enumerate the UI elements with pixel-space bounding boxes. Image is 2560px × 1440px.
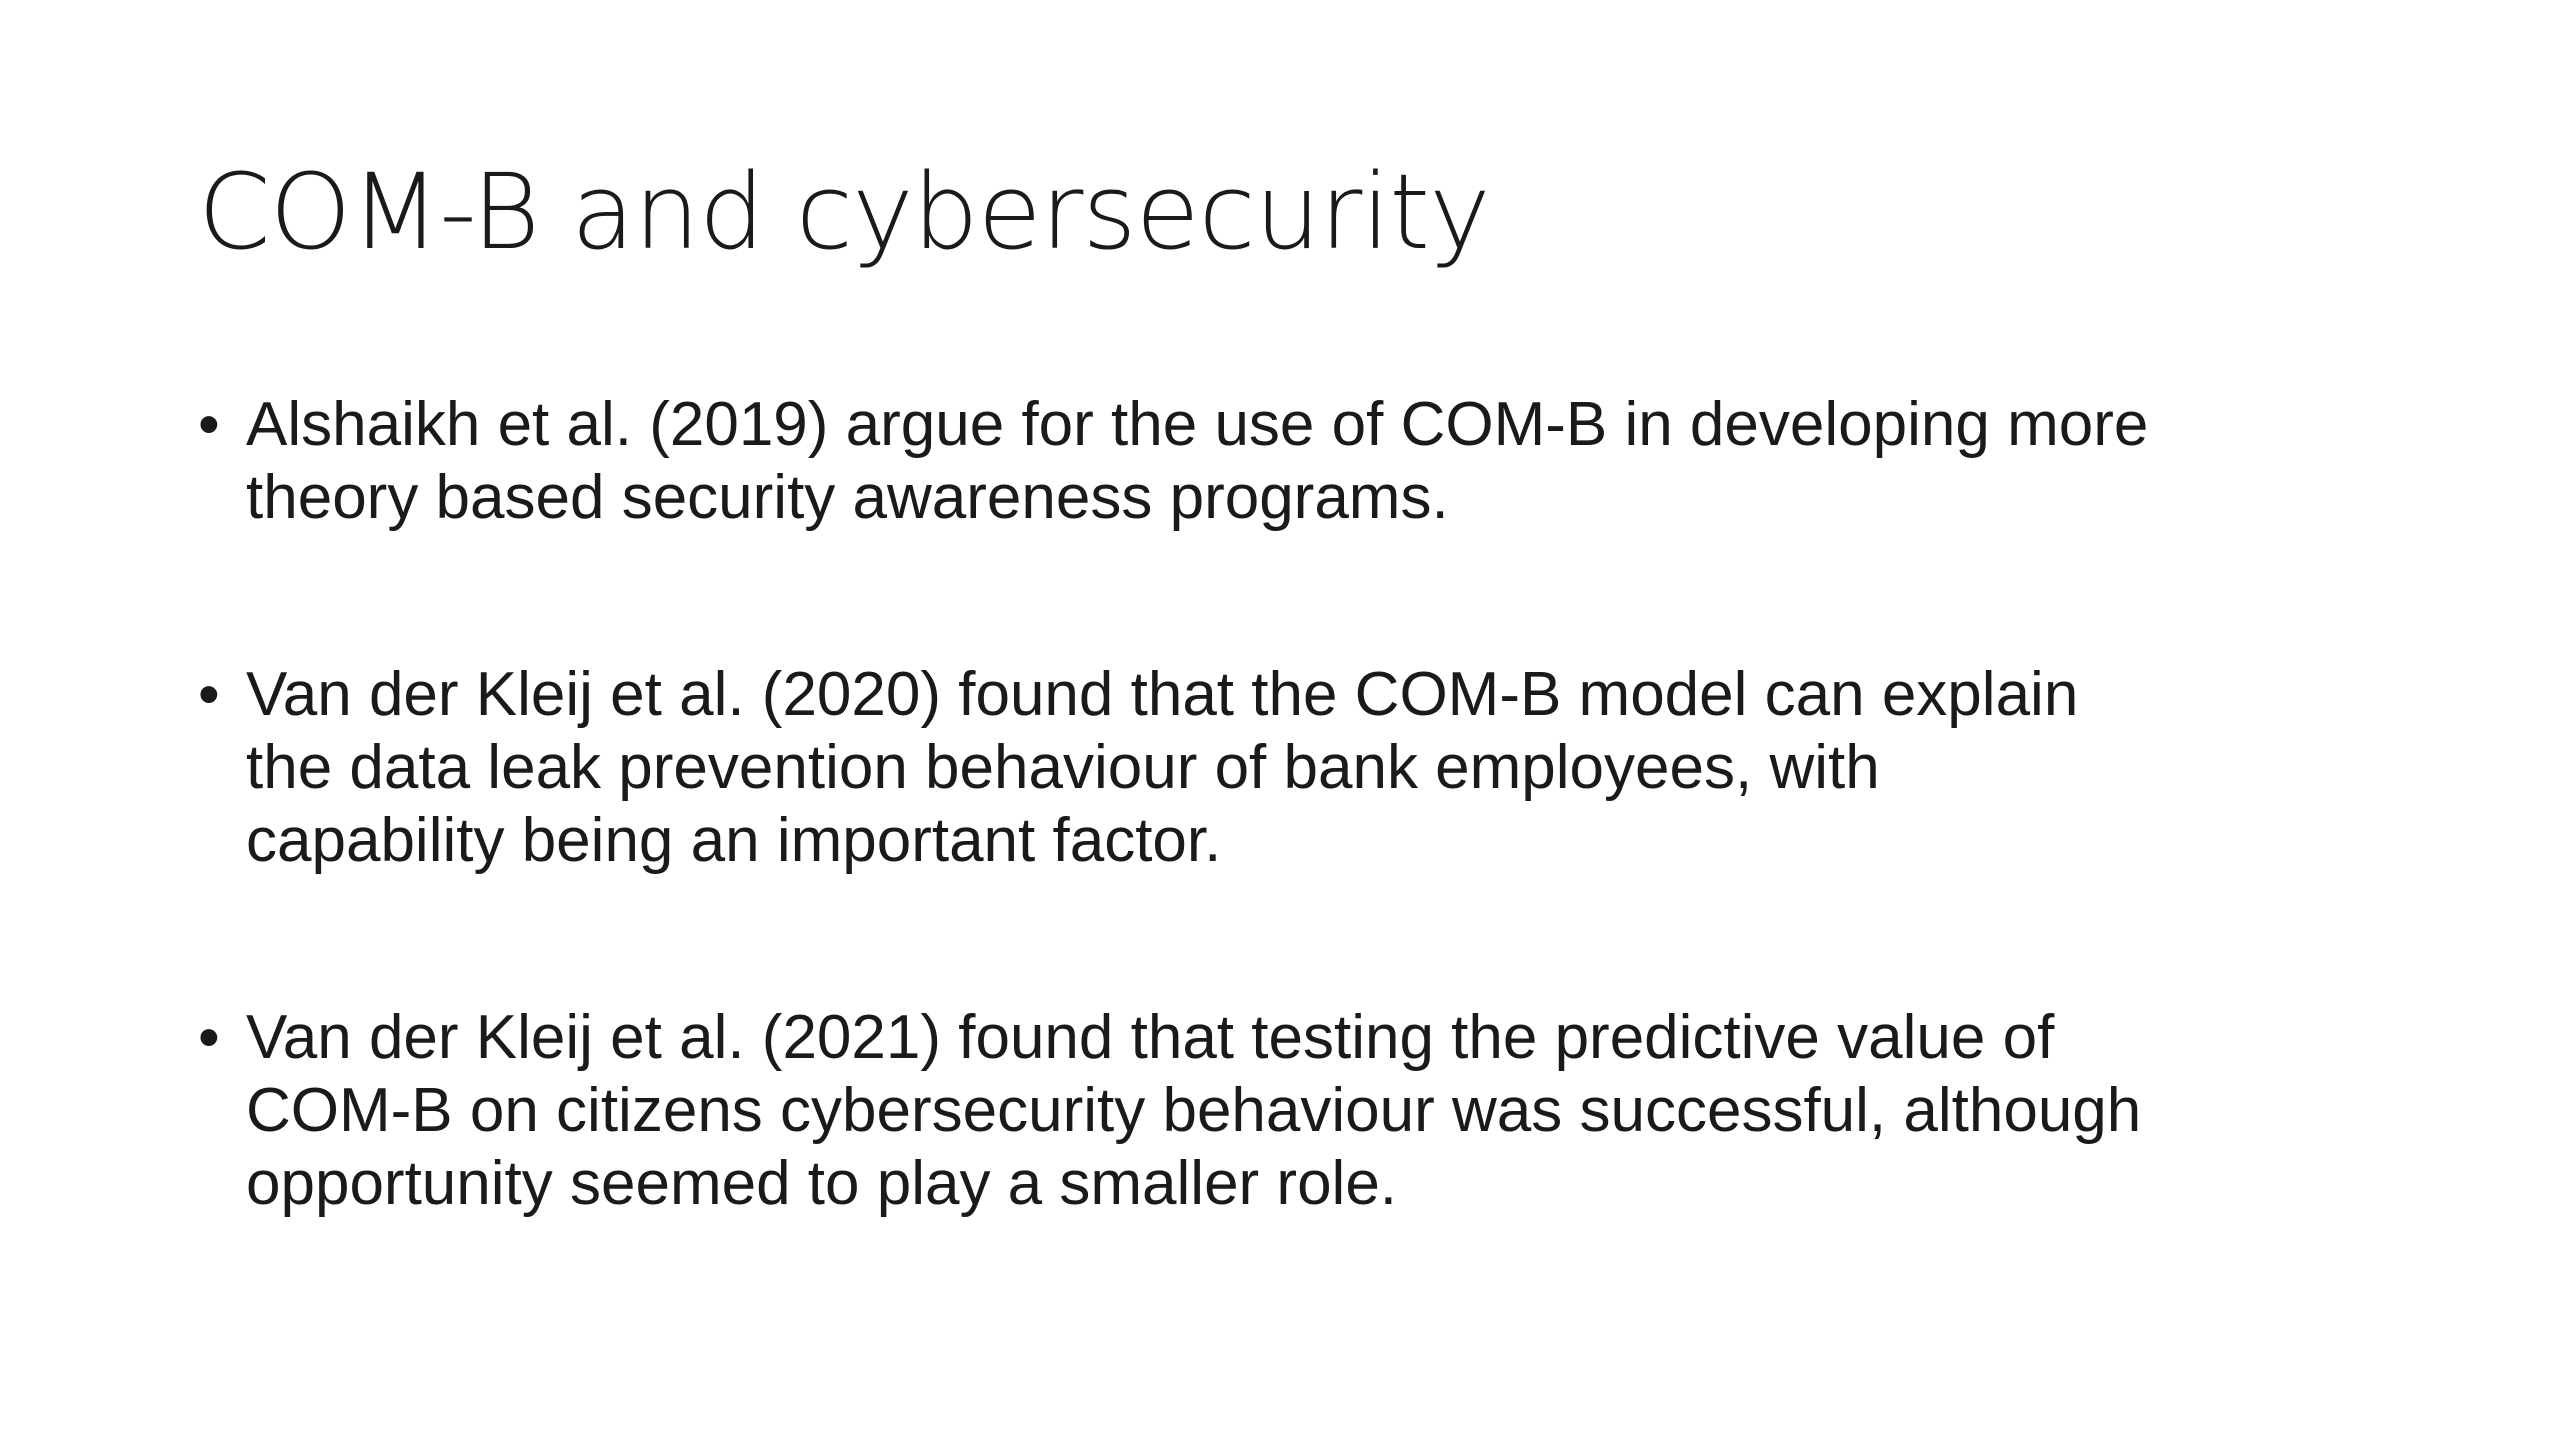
slide-title: COM-B and cybersecurity [198, 151, 1490, 273]
bullet-dot-icon: • [198, 390, 220, 459]
bullet-dot-icon: • [198, 660, 220, 729]
bullet-line: Van der Kleij et al. (2020) found that the COM-B model can explain [246, 660, 2079, 729]
bullet-dot-icon: • [198, 1003, 220, 1072]
bullet-line: COM-B on citizens cybersecurity behaviour was successful, although [246, 1076, 2142, 1145]
bullet-line: capability being an important factor. [246, 806, 1222, 875]
bullet-line: the data leak prevention behaviour of bank employees, with [246, 733, 1880, 802]
bullet-item [198, 658, 2398, 877]
bullet-line: opportunity seemed to play a smaller role. [246, 1149, 1398, 1218]
bullet-line: Van der Kleij et al. (2021) found that testing the predictive value of [246, 1003, 2055, 1072]
bullet-line: theory based security awareness programs. [246, 463, 1449, 532]
bullet-item [198, 1001, 2398, 1220]
bullet-line: Alshaikh et al. (2019) argue for the use of COM-B in developing more [246, 390, 2149, 459]
bullet-item [198, 388, 2398, 534]
bullet-list [198, 388, 2398, 1220]
